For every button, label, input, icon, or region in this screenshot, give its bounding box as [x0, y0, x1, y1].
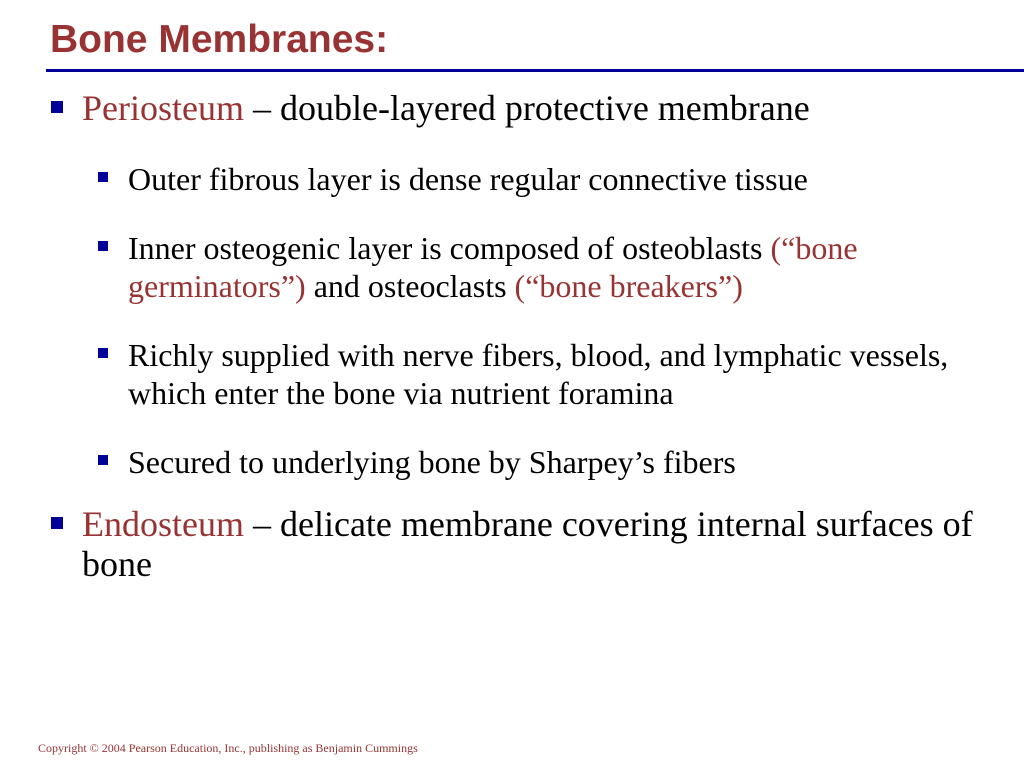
term-periosteum: Periosteum [82, 88, 244, 128]
square-bullet-icon [98, 241, 108, 251]
bullet-periosteum [48, 88, 998, 128]
sub-bullet-supply [48, 336, 998, 412]
sharpeys-fibers-text: Secured to underlying bone by Sharpey’s fibers [128, 444, 736, 480]
periosteum-description: – double-layered protective membrane [243, 88, 810, 128]
bone-germinators-highlight: (“bone germinators”) [128, 230, 858, 304]
square-bullet-icon [98, 455, 108, 465]
slide-title: Bone Membranes: [50, 18, 389, 61]
copyright-notice: Copyright © 2004 Pearson Education, Inc., publishing as Benjamin Cummings [38, 741, 418, 755]
sub-bullet-outer-layer [48, 160, 998, 198]
square-bullet-icon [98, 348, 108, 358]
bullet-endosteum [48, 504, 998, 584]
endosteum-description: – delicate membrane covering internal surfaces of bone [82, 504, 973, 584]
title-underline [46, 69, 1024, 72]
square-bullet-icon [98, 172, 108, 182]
sub-bullet-inner-layer [48, 229, 998, 305]
bone-breakers-highlight: (“bone breakers”) [514, 268, 743, 304]
supply-text: Richly supplied with nerve fibers, blood, and lymphatic vessels, which enter the bone via nutrient foramina [128, 337, 949, 411]
square-bullet-icon [51, 101, 63, 113]
term-endosteum: Endosteum [82, 504, 244, 544]
square-bullet-icon [51, 517, 63, 529]
outer-layer-text: Outer fibrous layer is dense regular connective tissue [128, 161, 808, 197]
sub-bullet-sharpeys-fibers [48, 443, 998, 481]
inner-layer-text-b: and osteoclasts [305, 268, 515, 304]
slide-content [48, 88, 998, 584]
inner-layer-text-a: Inner osteogenic layer is composed of osteoblasts [128, 230, 771, 266]
